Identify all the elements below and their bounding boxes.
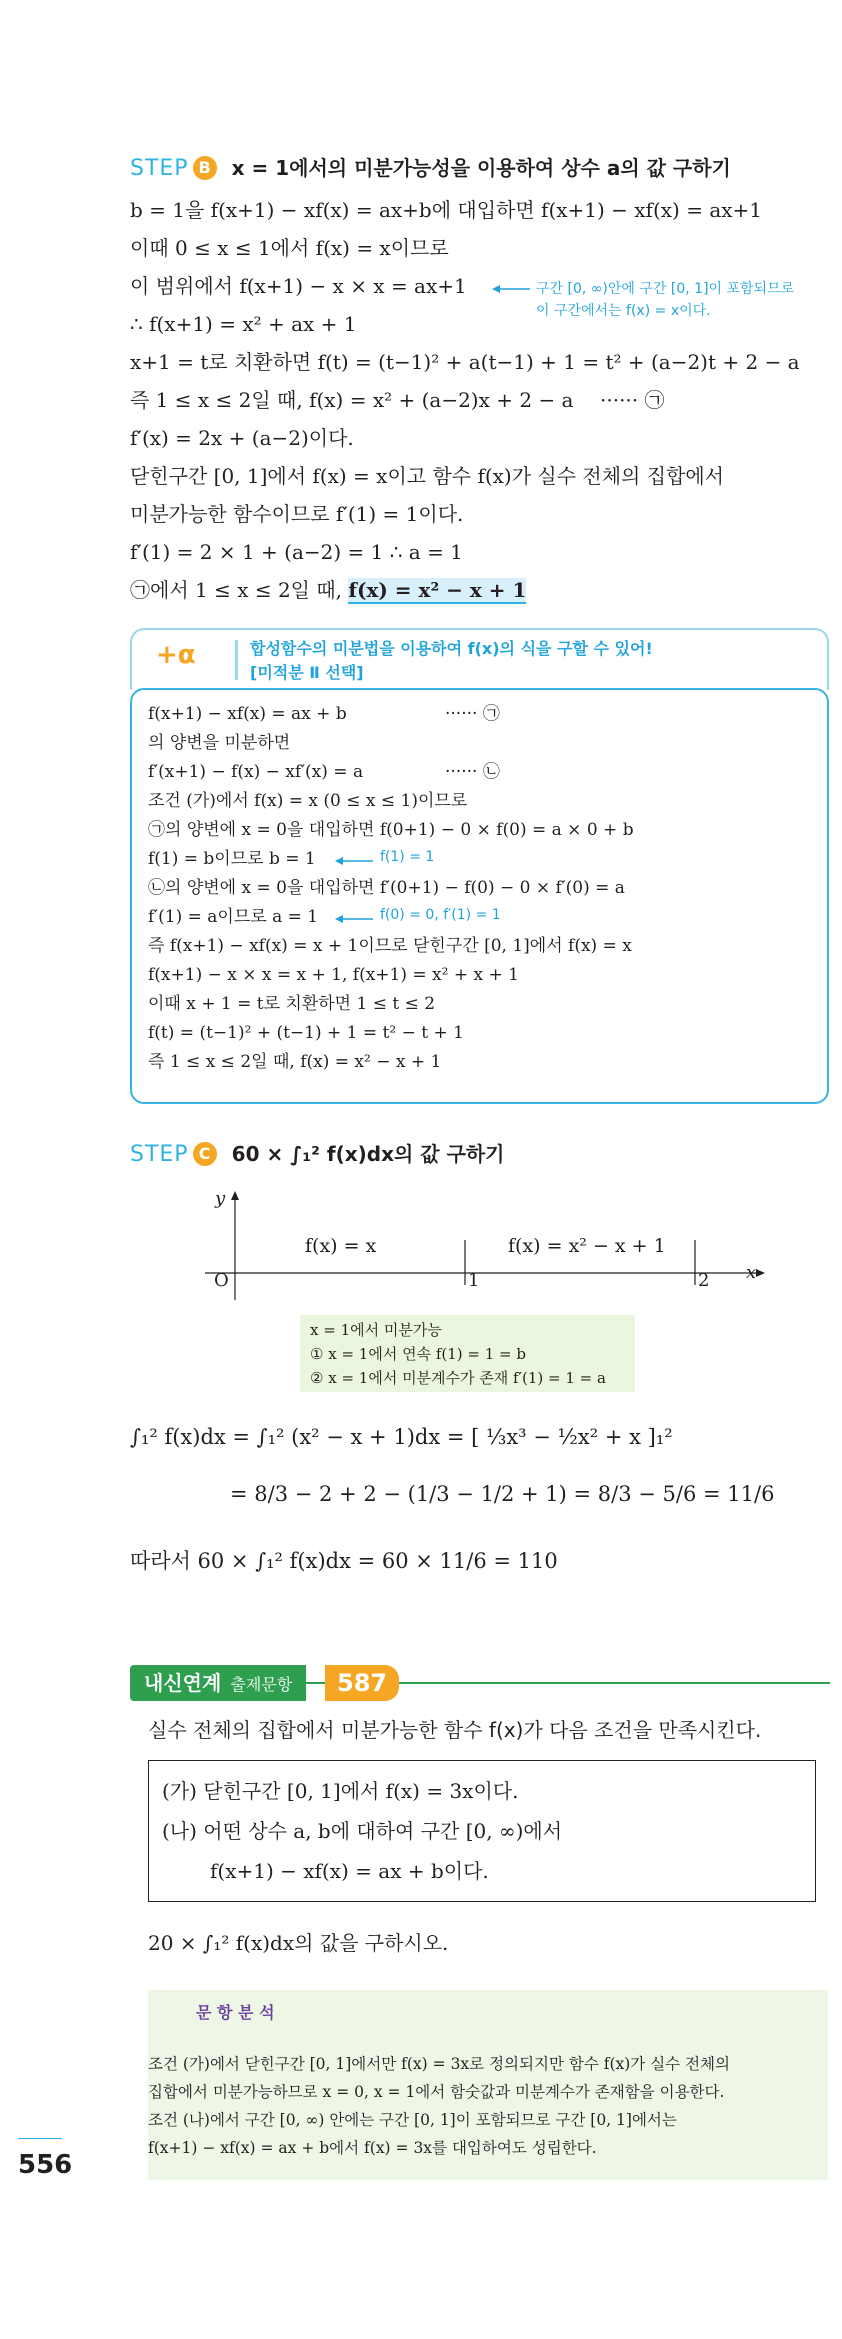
graph-y-label: y xyxy=(215,1188,226,1209)
hint-line-3: ② x = 1에서 미분계수가 존재 f′(1) = 1 = a xyxy=(310,1369,606,1387)
step-c-title: 60 × ∫₁² f(x)dx의 값 구하기 xyxy=(231,1142,505,1166)
plus-line-1: f(x+1) − xf(x) = ax + b xyxy=(148,704,347,724)
page-number-rule xyxy=(18,2138,62,2139)
plus-line-10: f(x+1) − x × x = x + 1, f(x+1) = x² + x + 1 xyxy=(148,965,519,985)
note-arrow-icon xyxy=(492,282,532,296)
analysis-line-4: f(x+1) − xf(x) = ax + b에서 f(x) = 3x를 대입하여도 성립한다. xyxy=(148,2139,597,2157)
problem-statement: 실수 전체의 집합에서 미분가능한 함수 f(x)가 다음 조건을 만족시킨다. xyxy=(148,1718,762,1742)
problem-tag xyxy=(130,1665,306,1701)
problem-tag-1: 내신연계 xyxy=(144,1671,222,1695)
plus-arrow-1-icon xyxy=(335,855,375,867)
step-c-badge: C xyxy=(193,1142,217,1166)
calc-line-3: 따라서 60 × ∫₁² f(x)dx = 60 × 11/6 = 110 xyxy=(130,1549,558,1573)
plus-alpha-badge: +α xyxy=(156,640,196,670)
graph-x-label: x xyxy=(746,1262,757,1283)
step-b-title: x = 1에서의 미분가능성을 이용하여 상수 a의 값 구하기 xyxy=(231,156,731,180)
analysis-line-3: 조건 (나)에서 구간 [0, ∞) 안에는 구간 [0, 1]이 포함되므로 구간 [0, 1]에서는 xyxy=(148,2111,677,2129)
step-b-line-11-text: ㉠에서 1 ≤ x ≤ 2일 때, xyxy=(130,578,349,602)
step-b-badge: B xyxy=(193,156,217,180)
note-line-1: 구간 [0, ∞)안에 구간 [0, 1]이 포함되므로 xyxy=(536,281,795,297)
final-answer-expr: f(x) = x² − x + 1 xyxy=(348,578,527,602)
plus-line-12: f(t) = (t−1)² + (t−1) + 1 = t² − t + 1 xyxy=(148,1023,464,1043)
plus-alpha-title-1: 합성함수의 미분법을 이용하여 f(x)의 식을 구할 수 있어! xyxy=(250,639,653,658)
calc-line-2: = 8/3 − 2 + 2 − (1/3 − 1/2 + 1) = 8/3 − 5/6 = 11/6 xyxy=(230,1482,775,1506)
graph-left-expr: f(x) = x xyxy=(305,1235,377,1257)
step-b-line-1: b = 1을 f(x+1) − xf(x) = ax+b에 대입하면 f(x+1) − xf(x) = ax+1 xyxy=(130,198,763,222)
step-c-label: STEP xyxy=(130,1142,189,1167)
step-b-line-3: 이 범위에서 f(x+1) − x × x = ax+1 xyxy=(130,274,467,298)
graph-tick-1: 1 xyxy=(468,1270,480,1291)
tag-a: ······ ㉠ xyxy=(600,388,665,412)
problem-tag-2: 출제문항 xyxy=(230,1675,293,1694)
plus-line-4: 조건 (가)에서 f(x) = x (0 ≤ x ≤ 1)이므로 xyxy=(148,791,468,811)
x-axis-arrow xyxy=(756,1269,765,1277)
problem-number: 587 xyxy=(325,1665,399,1701)
analysis-title: 문 항 분 석 xyxy=(196,2003,275,2022)
plus-line-6: f(1) = b이므로 b = 1 xyxy=(148,849,316,869)
condition-1: (가) 닫힌구간 [0, 1]에서 f(x) = 3x이다. xyxy=(162,1779,519,1803)
plus-arrow-2-text: f(0) = 0, f′(1) = 1 xyxy=(380,907,501,923)
plus-tag-2: ······ ㉡ xyxy=(445,762,500,782)
problem-question: 20 × ∫₁² f(x)dx의 값을 구하시오. xyxy=(148,1931,449,1955)
plus-alpha-title-2: [미적분 Ⅱ 선택] xyxy=(250,663,364,682)
step-b-line-2: 이때 0 ≤ x ≤ 1에서 f(x) = x이므로 xyxy=(130,236,449,260)
plus-tag-1: ······ ㉠ xyxy=(445,704,500,724)
calc-line-1: ∫₁² f(x)dx = ∫₁² (x² − x + 1)dx = [ ⅓x³ − ½x² + x ]₁² xyxy=(130,1425,673,1449)
step-b-line-6: 즉 1 ≤ x ≤ 2일 때, f(x) = x² + (a−2)x + 2 − a xyxy=(130,388,574,412)
hint-line-2: ① x = 1에서 연속 f(1) = 1 = b xyxy=(310,1345,526,1363)
step-b-line-7: f′(x) = 2x + (a−2)이다. xyxy=(130,426,354,450)
analysis-line-2: 집합에서 미분가능하므로 x = 0, x = 1에서 함숫값과 미분계수가 존재함을 이용한다. xyxy=(148,2083,725,2101)
graph-right-expr: f(x) = x² − x + 1 xyxy=(508,1235,666,1257)
graph-origin: O xyxy=(214,1270,229,1291)
step-b-line-10: f′(1) = 2 × 1 + (a−2) = 1 ∴ a = 1 xyxy=(130,540,463,564)
plus-line-2: 의 양변을 미분하면 xyxy=(148,733,291,753)
step-b-label: STEP xyxy=(130,156,189,181)
plus-line-9: 즉 f(x+1) − xf(x) = x + 1이므로 닫힌구간 [0, 1]에서 f(x) = x xyxy=(148,936,632,956)
condition-2: (나) 어떤 상수 a, b에 대하여 구간 [0, ∞)에서 xyxy=(162,1819,563,1843)
step-b-line-4: ∴ f(x+1) = x² + ax + 1 xyxy=(130,312,357,336)
piecewise-graph xyxy=(195,1185,775,1310)
plus-line-13: 즉 1 ≤ x ≤ 2일 때, f(x) = x² − x + 1 xyxy=(148,1052,442,1072)
graph-tick-2: 2 xyxy=(698,1270,710,1291)
plus-arrow-1-text: f(1) = 1 xyxy=(380,849,435,865)
plus-line-3: f′(x+1) − f(x) − xf′(x) = a xyxy=(148,762,364,782)
step-c-header xyxy=(130,1138,505,1167)
plus-arrow-2-icon xyxy=(335,913,375,925)
note-line-2: 이 구간에서는 f(x) = x이다. xyxy=(536,303,711,319)
page-number: 556 xyxy=(18,2150,73,2180)
analysis-line-1: 조건 (가)에서 닫힌구간 [0, 1]에서만 f(x) = 3x로 정의되지만 함수 f(x)가 실수 전체의 xyxy=(148,2055,730,2073)
plus-line-7: ㉡의 양변에 x = 0을 대입하면 f′(0+1) − f(0) − 0 × f′(0) = a xyxy=(148,878,625,898)
step-b-line-5: x+1 = t로 치환하면 f(t) = (t−1)² + a(t−1) + 1 = t² + (a−2)t + 2 − a xyxy=(130,350,800,374)
condition-3: f(x+1) − xf(x) = ax + b이다. xyxy=(210,1859,489,1883)
hint-line-1: x = 1에서 미분가능 xyxy=(310,1321,442,1339)
step-b-line-9: 미분가능한 함수이므로 f′(1) = 1이다. xyxy=(130,502,464,526)
step-b-header xyxy=(130,152,731,181)
plus-line-5: ㉠의 양변에 x = 0을 대입하면 f(0+1) − 0 × f(0) = a × 0 + b xyxy=(148,820,634,840)
plus-alpha-divider xyxy=(235,640,238,680)
y-axis-arrow xyxy=(231,1191,239,1200)
step-b-line-11 xyxy=(130,577,526,603)
step-b-line-8: 닫힌구간 [0, 1]에서 f(x) = x이고 함수 f(x)가 실수 전체의 집합에서 xyxy=(130,464,724,488)
plus-line-8: f′(1) = a이므로 a = 1 xyxy=(148,907,319,927)
plus-line-11: 이때 x + 1 = t로 치환하면 1 ≤ t ≤ 2 xyxy=(148,994,436,1014)
